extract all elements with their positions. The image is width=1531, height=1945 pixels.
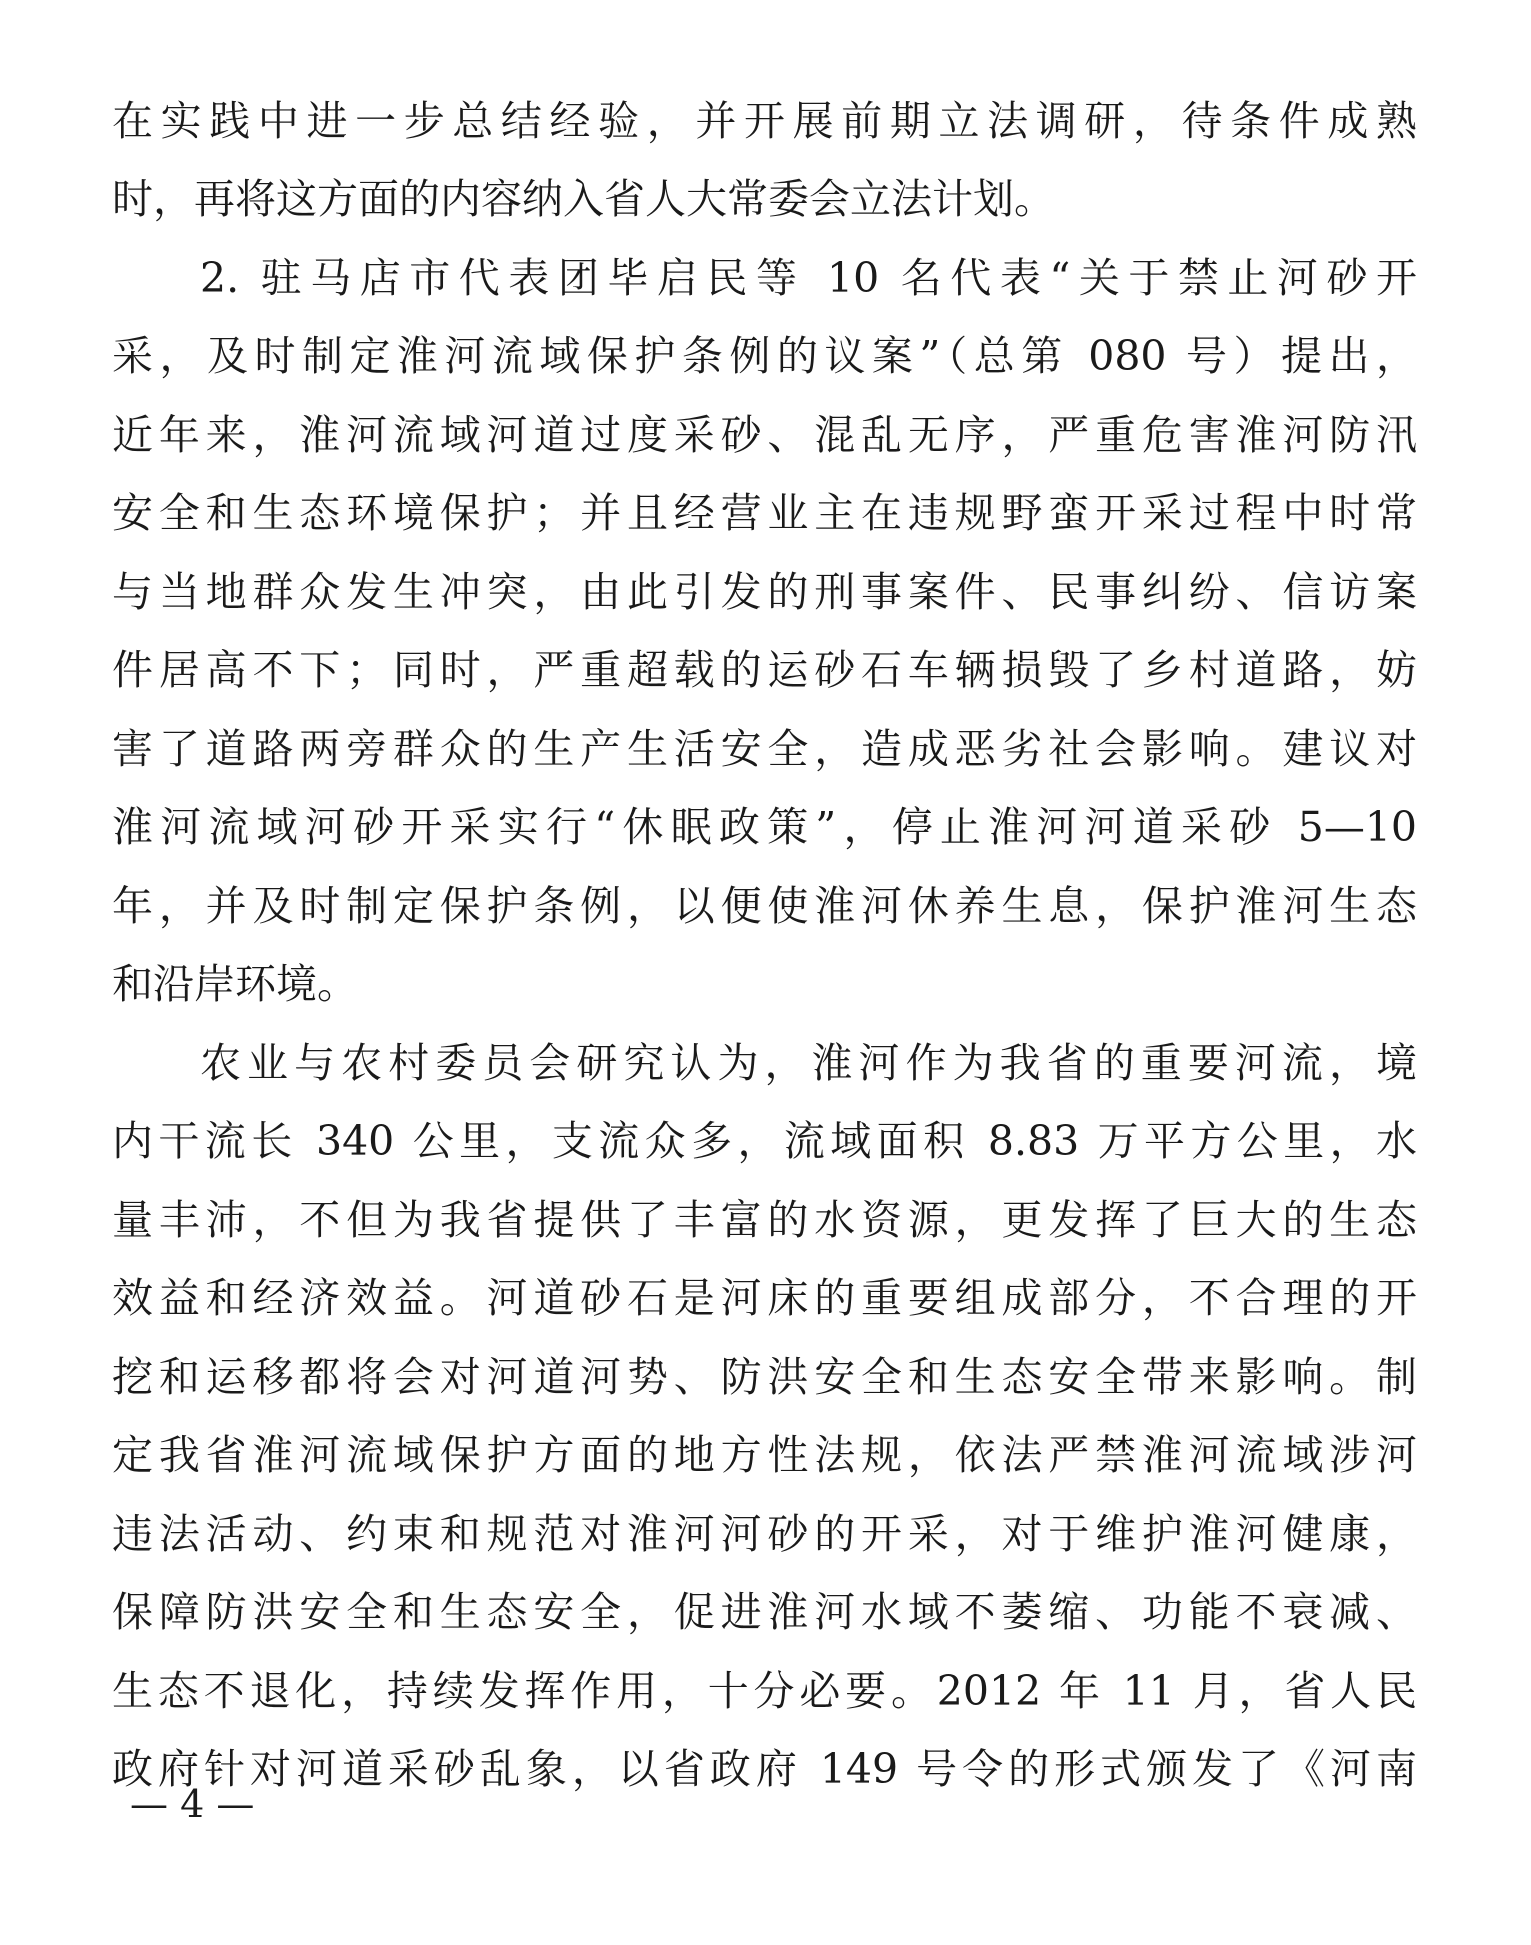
text-line: 定我省淮河流域保护方面的地方性法规，依法严禁淮河流域涉河 — [112, 1431, 1417, 1479]
text-line: 年，并及时制定保护条例，以便使淮河休养生息，保护淮河生态 — [112, 882, 1417, 930]
text-line: 政府针对河道采砂乱象，以省政府 149 号令的形式颁发了《河南 — [112, 1745, 1417, 1793]
text-line: 在实践中进一步总结经验，并开展前期立法调研，待条件成熟 — [112, 97, 1417, 145]
text-line: 件居高不下；同时，严重超载的运砂石车辆损毁了乡村道路，妨 — [112, 646, 1417, 694]
text-line: 内干流长 340 公里，支流众多，流域面积 8.83 万平方公里，水 — [112, 1117, 1417, 1165]
text-line: 挖和运移都将会对河道河势、防洪安全和生态安全带来影响。制 — [112, 1353, 1417, 1401]
text-line: 与当地群众发生冲突，由此引发的刑事案件、民事纠纷、信访案 — [112, 568, 1417, 616]
text-line: 违法活动、约束和规范对淮河河砂的开采，对于维护淮河健康， — [112, 1510, 1417, 1558]
text-line: 安全和生态环境保护；并且经营业主在违规野蛮开采过程中时常 — [112, 489, 1417, 537]
text-line: 和沿岸环境。 — [112, 960, 358, 1008]
text-line: 效益和经济效益。河道砂石是河床的重要组成部分，不合理的开 — [112, 1274, 1417, 1322]
page-number: — 4 — — [130, 1782, 255, 1826]
text-line: 近年来，淮河流域河道过度采砂、混乱无序，严重危害淮河防汛 — [112, 411, 1417, 459]
text-line: 量丰沛，不但为我省提供了丰富的水资源，更发挥了巨大的生态 — [112, 1196, 1417, 1244]
text-line: 时，再将这方面的内容纳入省人大常委会立法计划。 — [112, 175, 1055, 223]
text-line: 生态不退化，持续发挥作用，十分必要。2012 年 11 月，省人民 — [112, 1667, 1417, 1715]
text-line: 2. 驻马店市代表团毕启民等 10 名代表“关于禁止河砂开 — [200, 254, 1417, 302]
text-line: 农业与农村委员会研究认为，淮河作为我省的重要河流，境 — [200, 1039, 1417, 1087]
text-line: 害了道路两旁群众的生产生活安全，造成恶劣社会影响。建议对 — [112, 725, 1417, 773]
text-line: 淮河流域河砂开采实行“休眠政策”，停止淮河河道采砂 5—10 — [112, 803, 1417, 851]
text-line: 保障防洪安全和生态安全，促进淮河水域不萎缩、功能不衰减、 — [112, 1588, 1417, 1636]
text-line: 采，及时制定淮河流域保护条例的议案”（总第 080 号）提出， — [112, 332, 1417, 380]
